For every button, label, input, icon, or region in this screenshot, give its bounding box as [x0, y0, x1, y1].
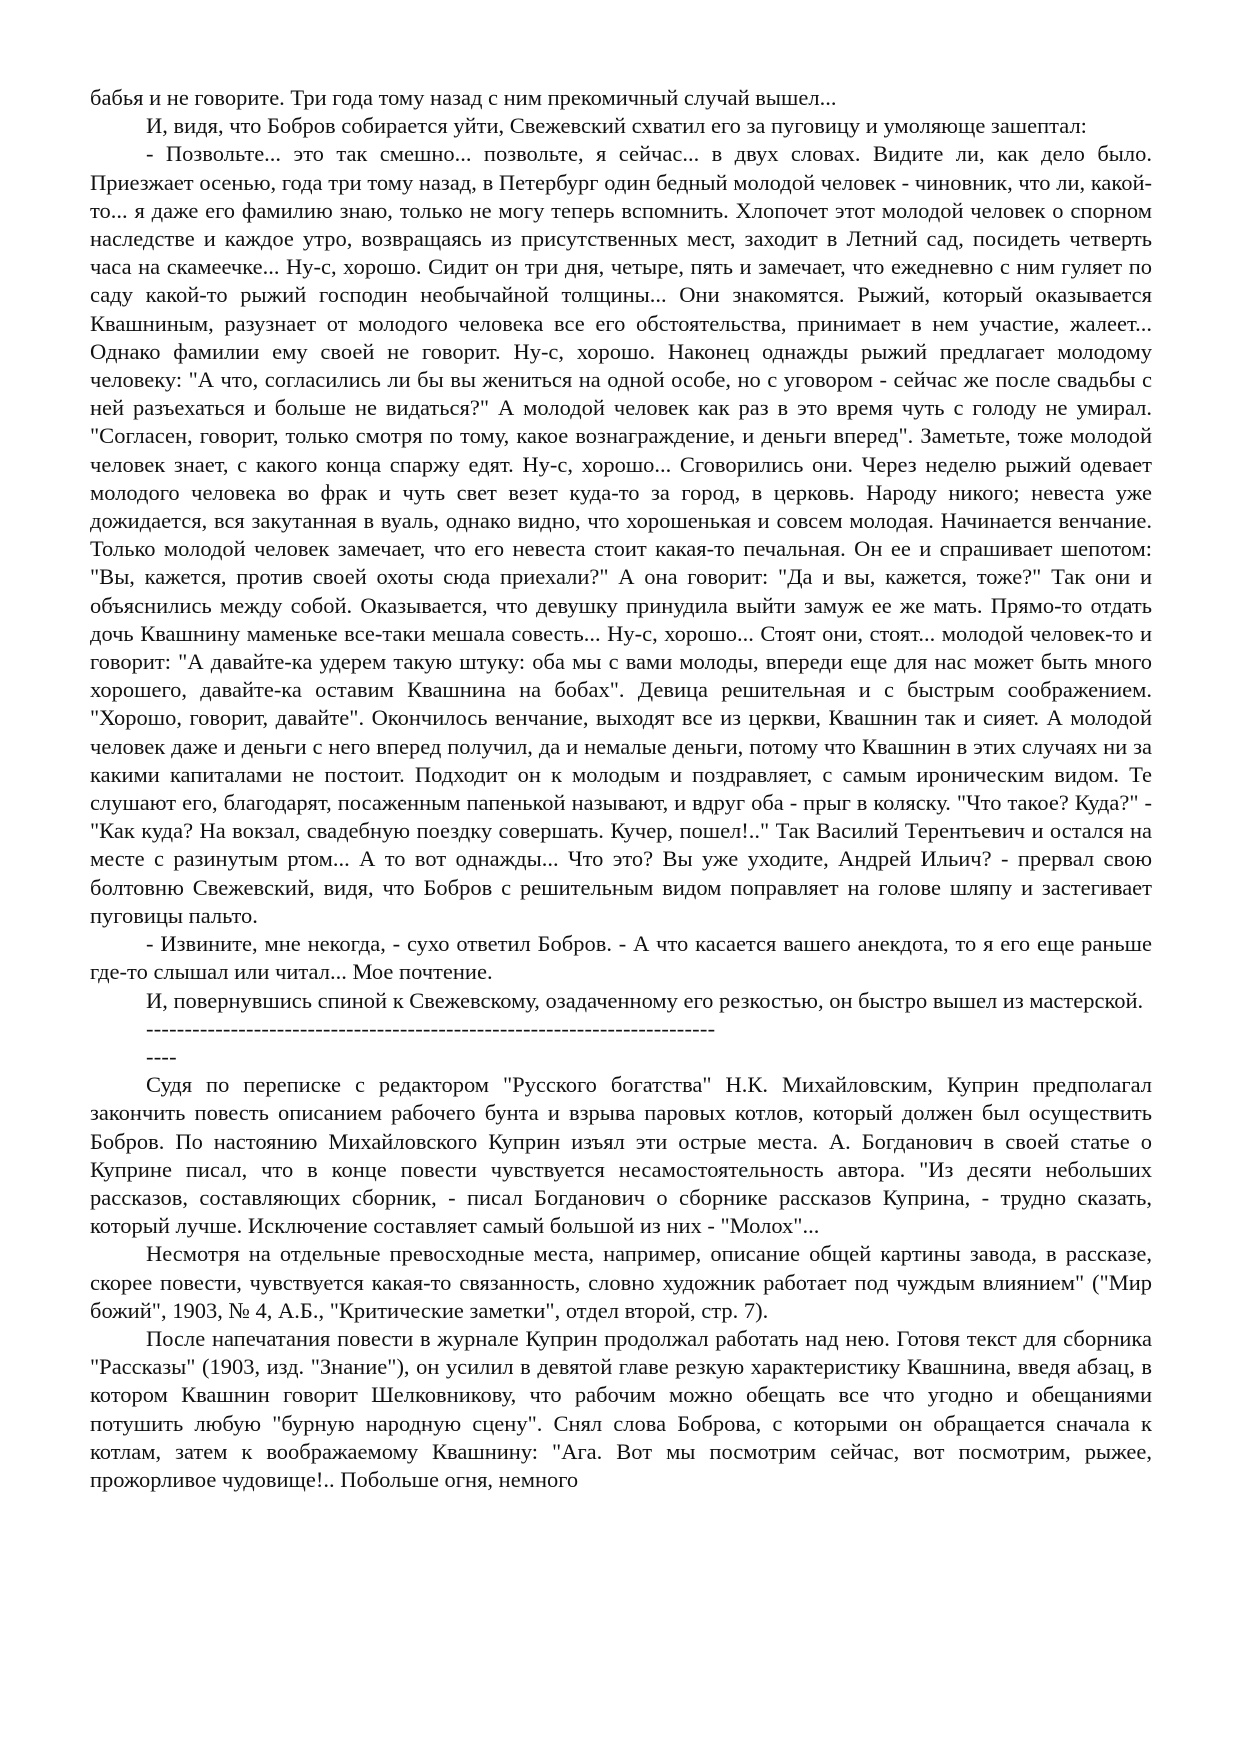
paragraph-bobrov-exit: И, повернувшись спиной к Свежевскому, озадаченному его резкостью, он быстро вышел из мастерской.	[146, 987, 1144, 1013]
paragraph-bobrov-reply: - Извините, мне некогда, - сухо ответил Бобров. - А что касается вашего анекдота, то я его еще раньше где-то слышал или читал... Мое почтение.	[90, 931, 1152, 985]
paragraph-continuation: бабья и не говорите. Три года тому назад с ним прекомичный случай вышел...	[90, 85, 837, 110]
separator-line-short: ----	[146, 1043, 177, 1069]
separator-line: --------------------------------------------------------------------------	[146, 1015, 716, 1041]
paragraph-svezhevsky-anecdote: - Позвольте... это так смешно... позвольте, я сейчас... в двух словах. Видите ли, как дело было. Приезжает осенью, года три тому назад, в Петербург один бедный молодой человек - чиновник, что ли, какой-то... я даже его фамилию знаю, только не могу теперь вспомнить. Хлопочет этот молодой человек о спорном наследстве и каждое утро, возвращаясь из присутственных мест, заходит в Летний сад, посидеть четверть часа на скамеечке... Ну-с, хорошо. Сидит он три дня, четыре, пять и замечает, что ежедневно с ним гуляет по саду какой-то рыжий господин необычайной толщины... Они знакомятся. Рыжий, который оказывается Квашниным, разузнает от молодого человека все его обстоятельства, принимает в нем участие, жалеет... Однако фамилии ему своей не говорит. Ну-с, хорошо. Наконец однажды рыжий предлагает молодому человеку: "А что, согласились ли бы вы жениться на одной особе, но с уговором - сейчас же после свадьбы с ней разъехаться и больше не видаться?" А молодой человек как раз в это время чуть с голоду не умирал. "Согласен, говорит, только смотря по тому, какое вознаграждение, и деньги вперед". Заметьте, тоже молодой человек знает, с какого конца спаржу едят. Ну-с, хорошо... Сговорились они. Через неделю рыжий одевает молодого человека во фрак и чуть свет везет куда-то за город, в церковь. Народу никого; невеста уже дожидается, вся закутанная в вуаль, однако видно, что хорошенькая и совсем молодая. Начинается венчание. Только молодой человек замечает, что его невеста стоит какая-то печальная. Он ее и спрашивает шепотом: "Вы, кажется, против своей охоты сюда приехали?" А она говорит: "Да и вы, кажется, тоже?" Так они и объяснились между собой. Оказывается, что девушку принудила выйти замуж ее же мать. Прямо-то отдать дочь Квашнину маменьке все-таки мешала совесть... Ну-с, хорошо... Стоят они, стоят... молодой человек-то и говорит: "А давайте-ка удерем такую штуку: оба мы с вами молоды, впереди еще для нас может быть много хорошего, давайте-ка оставим Квашнина на бобах". Девица решительная и с быстрым соображением. "Хорошо, говорит, давайте". Окончилось венчание, выходят все из церкви, Квашнин так и сияет. А молодой человек даже и деньги с него вперед получил, да и немалые деньги, потому что Квашнин в этих случаях ни за какими капиталами не постоит. Подходит он к молодым и поздравляет, с самым ироническим видом. Те слушают его, благодарят, посаженным папенькой называют, и вдруг оба - прыг в коляску. "Что такое? Куда?" - "Как куда? На вокзал, свадебную поездку совершать. Кучер, пошел!.." Так Василий Терентьевич и остался на месте с разинутым ртом... А то вот однажды... Что это? Вы уже уходите, Андрей Ильич? - прервал свою болтовню Свежевский, видя, что Бобров с решительным видом поправляет на голове шляпу и застегивает пуговицы пальто.	[90, 141, 1152, 928]
note-paragraph-mikhailovsky: Судя по переписке с редактором "Русского богатства" Н.К. Михайловским, Куприн предполагал закончить повесть описанием рабочего бунта и взрыва паровых котлов, который должен был осуществить Бобров. По настоянию Михайловского Куприн изъял эти острые места. А. Богданович в своей статье о Куприне писал, что в конце повести чувствуется несамостоятельность автора. "Из десяти небольших рассказов, составляющих сборник, - писал Богданович о сборнике рассказов Куприна, - трудно сказать, который лучше. Исключение составляет самый большой из них - "Молох"...	[90, 1072, 1152, 1239]
note-paragraph-revision: После напечатания повести в журнале Куприн продолжал работать над нею. Готовя текст для сборника "Рассказы" (1903, изд. "Знание"), он усилил в девятой главе резкую характеристику Квашнина, введя абзац, в котором Квашнин говорит Шелковникову, что рабочим можно обещать все что угодно и обещаниями потушить любую "бурную народную сцену". Снял слова Боброва, с которыми он обращается сначала к котлам, затем к воображаемому Квашнину: "Ага. Вот мы посмотрим сейчас, вот посмотрим, рыжее, прожорливое чудовище!.. Побольше огня, немного	[90, 1325, 1152, 1492]
note-paragraph-bogdanovich: Несмотря на отдельные превосходные места, например, описание общей картины завода, в рассказе, скорее повести, чувствуется какая-то связанность, словно художник работает под чуждым влиянием" ("Мир божий", 1903, № 4, А.Б., "Критические заметки", отдел второй, стр. 7).	[90, 1241, 1152, 1323]
paragraph-bobrov-leaving: И, видя, что Бобров собирается уйти, Свежевский схватил его за пуговицу и умоляюще зашептал:	[146, 113, 1087, 139]
